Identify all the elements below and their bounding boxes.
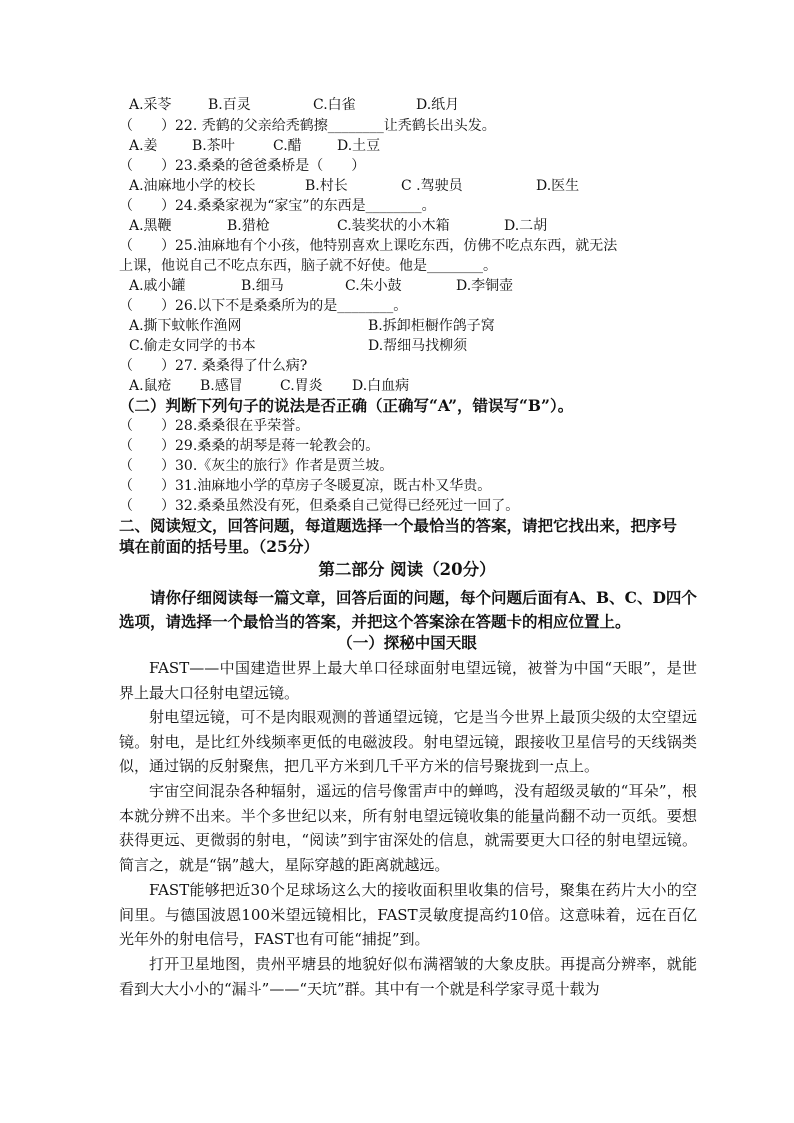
q22-option-a: A.姜 [129,138,158,154]
q24-option-b: B.猎枪 [227,218,270,234]
question-24: （ ）24.桑桑家视为“家宝”的东西是________。 [119,198,436,214]
question-30: （ ）30.《灰尘的旅行》作者是贾兰坡。 [119,458,394,474]
q26-option-c: C.偷走女同学的书本 [129,338,256,354]
q27-option-c: C.胃炎 [280,378,323,394]
q22-option-b: B.茶叶 [192,138,235,154]
question-29: （ ）29.桑桑的胡琴是蒋一轮教会的。 [119,438,380,454]
q26-option-d: D.帮细马找柳须 [368,338,468,354]
q22-option-c: C.醋 [273,138,302,154]
passage-paragraph-1: FAST——中国建造世界上最大单口径球面射电望远镜，被誉为中国“天眼”，是世界上最大口径射电望远镜。 [119,659,697,702]
passage-paragraph-4: FAST能够把近30个足球场这么大的接收面积里收集的信号，聚集在药片大小的空间里。与德国波恩100米望远镜相比，FAST灵敏度提高约10倍。这意味着，远在百亿光年外的射电信号，FAST也有可能“捕捉”到。 [119,881,697,949]
question-32: （ ）32.桑桑虽然没有死，但桑桑自己觉得已经死过一回了。 [119,498,520,514]
q24-option-c: C.装奖状的小木箱 [337,218,450,234]
q21-option-c: C.白雀 [313,97,356,113]
q26-option-b: B.拆卸柜橱作鸽子窝 [368,318,495,334]
question-23: （ ）23.桑桑的爸爸桑桥是（ ） [119,158,366,174]
q23-option-b: B.村长 [305,178,348,194]
q27-option-d: D.白血病 [352,378,410,394]
q23-option-d: D.医生 [536,178,580,194]
passage-paragraph-5: 打开卫星地图，贵州平塘县的地貌好似布满褶皱的大象皮肤。再提高分辨率，就能看到大大小小的“漏斗”——“天坑”群。其中有一个就是科学家寻觅十载为 [119,955,697,998]
question-27: （ ）27. 桑桑得了什么病? [119,358,308,374]
q25-option-c: C.朱小鼓 [345,278,402,294]
question-31: （ ）31.油麻地小学的草房子冬暖夏凉，既古朴又华贵。 [119,478,492,494]
q21-option-a: A.采苓 [129,97,172,113]
q26-option-a: A.撕下蚊帐作渔网 [129,318,242,334]
question-26: （ ）26.以下不是桑桑所为的是________。 [119,298,408,314]
q24-option-d: D.二胡 [504,218,548,234]
q23-option-c: C .驾驶员 [401,178,463,194]
q21-option-b: B.百灵 [208,97,251,113]
reading-heading-line-1: 二、阅读短文，回答问题，每道题选择一个最恰当的答案，请把它找出来，把序号 [119,516,678,535]
q22-option-d: D.土豆 [337,138,381,154]
question-28: （ ）28.桑桑很在乎荣誉。 [119,418,310,434]
q25-option-b: B.细马 [241,278,284,294]
q23-option-a: A.油麻地小学的校长 [129,178,256,194]
q24-option-a: A.黑鞭 [129,218,172,234]
q25-option-d: D.李铜壶 [456,278,514,294]
judge-section-heading: （二）判断下列句子的说法是否正确（正确写“A”，错误写“B”）。 [119,396,574,415]
question-25-line-1: （ ）25.油麻地有个小孩，他特别喜欢上课吃东西，仿佛不吃点东西，就无法 [119,238,618,254]
passage-paragraph-2: 射电望远镜，可不是肉眼观测的普通望远镜，它是当今世界上最顶尖级的太空望远镜。射电，是比红外线频率更低的电磁波段。射电望远镜，跟接收卫星信号的天线锅类似，通过锅的反射聚焦，把几平方米到几千平方米的信号聚拢到一点上。 [119,708,697,776]
reading-heading-line-2: 填在前面的括号里。（25分） [119,537,319,556]
q25-option-a: A.戚小罐 [129,278,186,294]
question-22: （ ）22. 秃鹤的父亲给秃鹤擦________让秃鹤长出头发。 [119,118,496,134]
part-2-title: 第二部分 阅读（20分） [318,560,496,579]
question-25-line-2: 上课，他说自己不吃点东西，脑子就不好使。他是________。 [119,258,497,274]
q27-option-a: A.鼠疮 [129,378,172,394]
q27-option-b: B.感冒 [200,378,243,394]
passage-paragraph-3: 宇宙空间混杂各种辐射，遥远的信号像雷声中的蝉鸣，没有超级灵敏的“耳朵”，根本就分辨不出来。半个多世纪以来，所有射电望远镜收集的能量尚翻不动一页纸。要想获得更远、更微弱的射电，“阅读”到宇宙深处的信息，就需要更大口径的射电望远镜。简言之，就是“锅”越大，星际穿越的距离就越远。 [119,782,697,874]
passage-title: （一）探秘中国天眼 [337,633,477,652]
reading-instructions: 请你仔细阅读每一篇文章，回答后面的问题，每个问题后面有A、B、C、D四个选项，请选择一个最恰当的答案，并把这个答案涂在答题卡的相应位置上。 [119,588,697,631]
q21-option-d: D.纸月 [416,97,460,113]
